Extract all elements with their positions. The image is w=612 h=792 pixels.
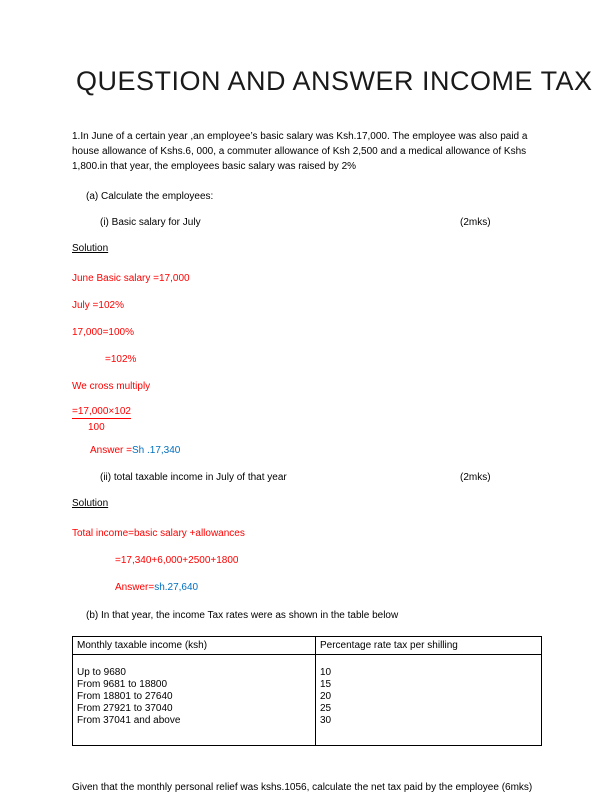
question-intro: 1.In June of a certain year ,an employee’s basic salary was Ksh.17,000. The employee was also paid a house allowance of Kshs.6, 000, a commuter allowance of Ksh 2,500 and a medical allowance of Kshs 1,800.in that year, the employees basic salary was raised by 2% bbox=[72, 131, 528, 172]
solution-step: =17,340+6,000+2500+1800 bbox=[115, 555, 239, 566]
answer-line-a-ii bbox=[115, 580, 554, 595]
table-spacer-row bbox=[73, 727, 542, 746]
solution-step: Total income=basic salary +allowances bbox=[72, 528, 245, 539]
table-cell: 25 bbox=[316, 703, 542, 715]
question-a-i bbox=[100, 217, 554, 228]
table-row bbox=[73, 679, 542, 691]
table-cell bbox=[316, 655, 542, 668]
answer-line-a-i bbox=[90, 443, 554, 458]
fraction-numerator: =17,000×102 bbox=[72, 406, 131, 417]
table-cell: From 37041 and above bbox=[73, 715, 316, 727]
answer-value: sh.27,640 bbox=[154, 582, 199, 593]
question-a-i-marks: (2mks) bbox=[460, 217, 491, 228]
table-cell: Up to 9680 bbox=[73, 667, 316, 679]
solution-step: June Basic salary =17,000 bbox=[72, 273, 190, 284]
solution-step: 17,000=100% bbox=[72, 327, 135, 338]
solution-label-a-i: Solution bbox=[72, 243, 109, 254]
table-cell bbox=[73, 727, 316, 746]
question-a-i-text: (i) Basic salary for July bbox=[100, 217, 201, 228]
table-cell bbox=[316, 727, 542, 746]
question-a-ii-marks: (2mks) bbox=[460, 472, 491, 483]
table-header-cell: Percentage rate tax per shilling bbox=[316, 637, 542, 655]
table-cell: From 9681 to 18800 bbox=[73, 679, 316, 691]
question-a-ii bbox=[100, 472, 554, 483]
part-b-label: (b) In that year, the income Tax rates were as shown in the table below bbox=[86, 610, 399, 621]
table-row bbox=[73, 715, 542, 727]
table-cell: From 27921 to 37040 bbox=[73, 703, 316, 715]
table-header-cell: Monthly taxable income (ksh) bbox=[73, 637, 316, 655]
table-row bbox=[73, 667, 542, 679]
table-spacer-row bbox=[73, 655, 542, 668]
document-title: QUESTION AND ANSWER INCOME TAX bbox=[76, 66, 593, 96]
solution-step: =102% bbox=[105, 354, 137, 365]
part-a-label: (a) Calculate the employees: bbox=[86, 191, 214, 202]
table-row bbox=[73, 703, 542, 715]
table-cell bbox=[73, 655, 316, 668]
table-cell: 10 bbox=[316, 667, 542, 679]
table-cell: 20 bbox=[316, 691, 542, 703]
answer-label: Answer = bbox=[90, 445, 132, 456]
table-cell: From 18801 to 27640 bbox=[73, 691, 316, 703]
table-header-row bbox=[73, 637, 542, 655]
solution-step: July =102% bbox=[72, 300, 124, 311]
table-cell: 30 bbox=[316, 715, 542, 727]
fraction bbox=[72, 406, 554, 433]
answer-value: Sh .17,340 bbox=[131, 445, 181, 456]
question-a-ii-text: (ii) total taxable income in July of that year bbox=[100, 472, 287, 483]
solution-label-a-ii: Solution bbox=[72, 498, 109, 509]
table-row bbox=[73, 691, 542, 703]
table-cell: 15 bbox=[316, 679, 542, 691]
tax-rates-table bbox=[72, 636, 542, 746]
answer-label: Answer= bbox=[115, 582, 155, 593]
part-b-question: Given that the monthly personal relief was kshs.1056, calculate the net tax paid by the employee (6mks) bbox=[72, 782, 533, 792]
solution-step: We cross multiply bbox=[72, 381, 151, 392]
fraction-denominator: 100 bbox=[88, 422, 105, 433]
